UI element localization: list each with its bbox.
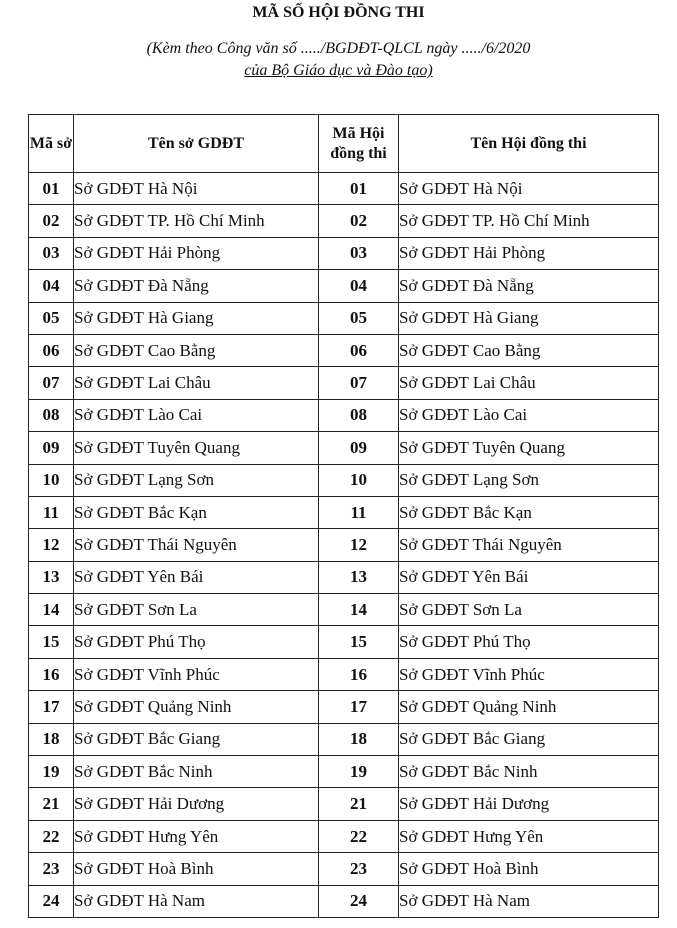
cell-ma-so: 23 [29,853,74,885]
subtitle-line-2: của Bộ Giáo dục và Đào tạo) [244,62,433,79]
cell-ten-hoi-dong: Sở GDĐT Hoà Bình [399,853,659,885]
table-row [29,820,659,852]
cell-ten-hoi-dong: Sở GDĐT Vĩnh Phúc [399,658,659,690]
cell-ma-so: 14 [29,594,74,626]
cell-ma-hoi-dong: 17 [319,691,399,723]
cell-ma-so: 09 [29,432,74,464]
cell-ma-hoi-dong: 22 [319,820,399,852]
cell-ma-hoi-dong: 08 [319,399,399,431]
cell-ten-hoi-dong: Sở GDĐT Bắc Ninh [399,756,659,788]
cell-ten-so: Sở GDĐT Bắc Giang [74,723,319,755]
cell-ma-hoi-dong: 15 [319,626,399,658]
cell-ten-hoi-dong: Sở GDĐT Phú Thọ [399,626,659,658]
cell-ma-so: 03 [29,237,74,269]
table-row [29,626,659,658]
table-row [29,853,659,885]
cell-ten-so: Sở GDĐT Yên Bái [74,561,319,593]
cell-ten-so: Sở GDĐT Sơn La [74,594,319,626]
cell-ten-hoi-dong: Sở GDĐT Yên Bái [399,561,659,593]
cell-ten-hoi-dong: Sở GDĐT TP. Hồ Chí Minh [399,205,659,237]
cell-ma-so: 21 [29,788,74,820]
cell-ten-so: Sở GDĐT Quảng Ninh [74,691,319,723]
table-row [29,205,659,237]
cell-ten-so: Sở GDĐT Vĩnh Phúc [74,658,319,690]
cell-ten-so: Sở GDĐT TP. Hồ Chí Minh [74,205,319,237]
table-row [29,723,659,755]
cell-ten-hoi-dong: Sở GDĐT Thái Nguyên [399,529,659,561]
cell-ten-so: Sở GDĐT Hà Nội [74,173,319,205]
cell-ma-so: 16 [29,658,74,690]
cell-ma-hoi-dong: 12 [319,529,399,561]
cell-ten-hoi-dong: Sở GDĐT Hà Nam [399,885,659,917]
cell-ma-so: 04 [29,270,74,302]
cell-ma-so: 07 [29,367,74,399]
table-row [29,658,659,690]
council-code-table [28,114,659,918]
cell-ten-hoi-dong: Sở GDĐT Hà Nội [399,173,659,205]
cell-ma-so: 02 [29,205,74,237]
cell-ma-hoi-dong: 24 [319,885,399,917]
cell-ten-so: Sở GDĐT Cao Bằng [74,334,319,366]
table-row [29,173,659,205]
table-row [29,399,659,431]
cell-ma-so: 22 [29,820,74,852]
cell-ten-hoi-dong: Sở GDĐT Tuyên Quang [399,432,659,464]
cell-ten-so: Sở GDĐT Tuyên Quang [74,432,319,464]
cell-ma-so: 13 [29,561,74,593]
cell-ma-so: 24 [29,885,74,917]
cell-ma-so: 01 [29,173,74,205]
cell-ma-hoi-dong: 01 [319,173,399,205]
cell-ma-hoi-dong: 16 [319,658,399,690]
cell-ma-so: 11 [29,496,74,528]
cell-ten-so: Sở GDĐT Lào Cai [74,399,319,431]
cell-ten-so: Sở GDĐT Đà Nẵng [74,270,319,302]
table-row [29,464,659,496]
cell-ma-so: 18 [29,723,74,755]
cell-ten-hoi-dong: Sở GDĐT Cao Bằng [399,334,659,366]
cell-ma-hoi-dong: 09 [319,432,399,464]
table-row [29,788,659,820]
cell-ten-hoi-dong: Sở GDĐT Đà Nẵng [399,270,659,302]
cell-ma-hoi-dong: 21 [319,788,399,820]
cell-ma-so: 05 [29,302,74,334]
document-subtitle [0,38,677,82]
cell-ma-so: 10 [29,464,74,496]
cell-ma-hoi-dong: 07 [319,367,399,399]
cell-ma-hoi-dong: 23 [319,853,399,885]
cell-ma-hoi-dong: 14 [319,594,399,626]
table-row [29,367,659,399]
cell-ten-so: Sở GDĐT Bắc Kạn [74,496,319,528]
table-row [29,529,659,561]
cell-ten-so: Sở GDĐT Bắc Ninh [74,756,319,788]
cell-ten-so: Sở GDĐT Lai Châu [74,367,319,399]
cell-ten-hoi-dong: Sở GDĐT Sơn La [399,594,659,626]
cell-ma-so: 15 [29,626,74,658]
cell-ten-hoi-dong: Sở GDĐT Lạng Sơn [399,464,659,496]
cell-ten-hoi-dong: Sở GDĐT Hải Dương [399,788,659,820]
cell-ma-so: 19 [29,756,74,788]
cell-ten-so: Sở GDĐT Hà Giang [74,302,319,334]
subtitle-line-1: (Kèm theo Công văn số ...../BGDĐT-QLCL ngày ...../6/2020 [146,40,531,57]
cell-ten-hoi-dong: Sở GDĐT Hà Giang [399,302,659,334]
cell-ten-hoi-dong: Sở GDĐT Lào Cai [399,399,659,431]
column-header-ten-so: Tên sở GDĐT [74,115,319,173]
table-row [29,270,659,302]
cell-ma-hoi-dong: 10 [319,464,399,496]
cell-ma-hoi-dong: 11 [319,496,399,528]
cell-ma-hoi-dong: 05 [319,302,399,334]
table-row [29,594,659,626]
table-row [29,432,659,464]
cell-ma-hoi-dong: 02 [319,205,399,237]
table-row [29,302,659,334]
cell-ma-so: 17 [29,691,74,723]
table-row [29,756,659,788]
table-header-row [29,115,659,173]
column-header-ma-hoi-dong: Mã Hội đồng thi [319,115,399,173]
cell-ma-hoi-dong: 03 [319,237,399,269]
table-row [29,334,659,366]
cell-ten-so: Sở GDĐT Hoà Bình [74,853,319,885]
cell-ten-so: Sở GDĐT Phú Thọ [74,626,319,658]
cell-ten-hoi-dong: Sở GDĐT Quảng Ninh [399,691,659,723]
column-header-ten-hoi-dong: Tên Hội đồng thi [399,115,659,173]
cell-ma-hoi-dong: 04 [319,270,399,302]
page-title: MÃ SỐ HỘI ĐỒNG THI [252,4,425,21]
table-row [29,237,659,269]
cell-ma-hoi-dong: 13 [319,561,399,593]
table-row [29,885,659,917]
cell-ma-so: 06 [29,334,74,366]
cell-ma-hoi-dong: 19 [319,756,399,788]
cell-ten-hoi-dong: Sở GDĐT Lai Châu [399,367,659,399]
cell-ten-hoi-dong: Sở GDĐT Bắc Giang [399,723,659,755]
table-row [29,496,659,528]
table-row [29,561,659,593]
cell-ten-hoi-dong: Sở GDĐT Hưng Yên [399,820,659,852]
table-row [29,691,659,723]
cell-ma-so: 08 [29,399,74,431]
column-header-ma-so: Mã sở [29,115,74,173]
cell-ma-hoi-dong: 06 [319,334,399,366]
cell-ten-so: Sở GDĐT Hải Dương [74,788,319,820]
cell-ten-hoi-dong: Sở GDĐT Hải Phòng [399,237,659,269]
cell-ten-so: Sở GDĐT Hà Nam [74,885,319,917]
cell-ma-so: 12 [29,529,74,561]
cell-ma-hoi-dong: 18 [319,723,399,755]
cell-ten-so: Sở GDĐT Lạng Sơn [74,464,319,496]
cell-ten-hoi-dong: Sở GDĐT Bắc Kạn [399,496,659,528]
cell-ten-so: Sở GDĐT Hưng Yên [74,820,319,852]
cell-ten-so: Sở GDĐT Thái Nguyên [74,529,319,561]
cell-ten-so: Sở GDĐT Hải Phòng [74,237,319,269]
table-body [29,173,659,918]
